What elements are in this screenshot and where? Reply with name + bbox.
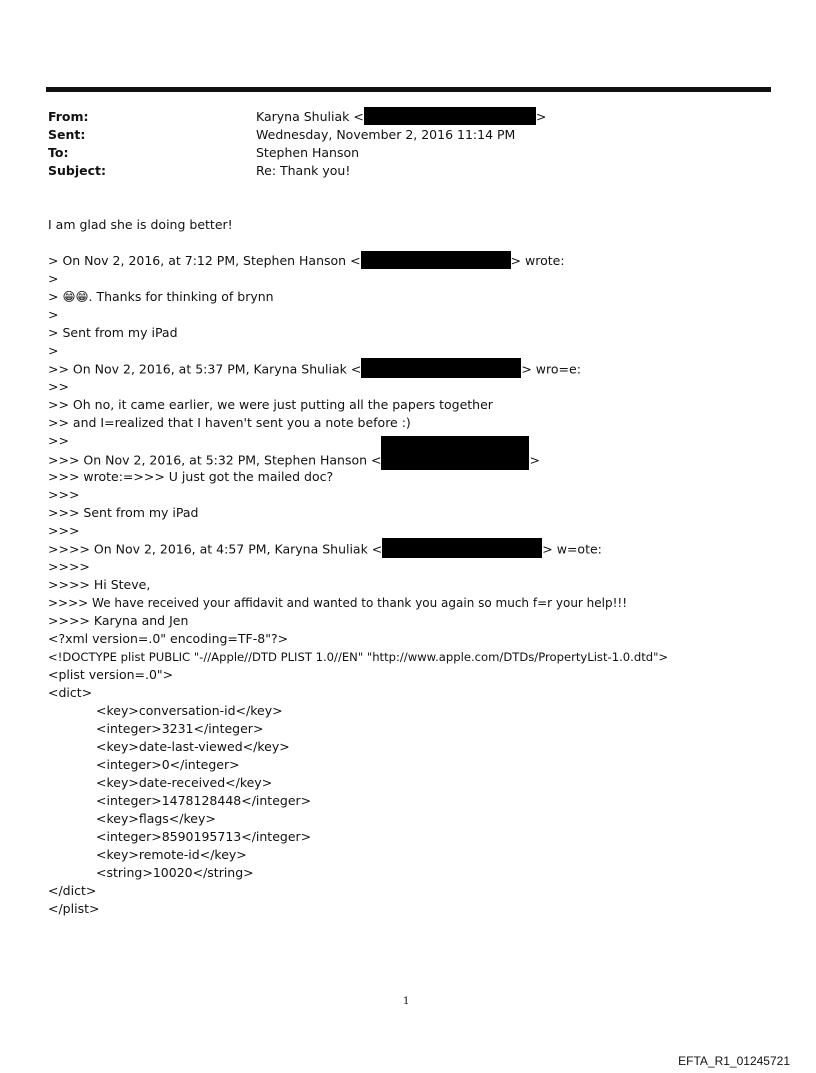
quote-line: >> bbox=[48, 433, 69, 448]
header-rule bbox=[46, 87, 771, 92]
quote-text: > bbox=[529, 452, 540, 468]
quote-text: > wrote: bbox=[510, 253, 565, 268]
from-name: Karyna Shuliak < bbox=[256, 109, 364, 124]
plist-line: <?xml version=.0" encoding=TF-8"?> bbox=[48, 631, 289, 646]
quote-line: >> Oh no, it came earlier, we were just putting all the papers together bbox=[48, 397, 493, 412]
redaction-box bbox=[361, 358, 521, 378]
plist-line: </plist> bbox=[48, 901, 100, 916]
quote-line: > bbox=[48, 343, 59, 358]
subject-label: Subject: bbox=[48, 163, 106, 178]
quote-line: > bbox=[48, 307, 59, 322]
plist-line: <integer>3231</integer> bbox=[96, 721, 264, 736]
to-label: To: bbox=[48, 145, 69, 160]
plist-line: </dict> bbox=[48, 883, 97, 898]
plist-line: <integer>0</integer> bbox=[96, 757, 240, 772]
plist-line: <string>10020</string> bbox=[96, 865, 254, 880]
quote-text: >> On Nov 2, 2016, at 5:37 PM, Karyna Shuliak < bbox=[48, 361, 362, 377]
quote-text: > wro=e: bbox=[521, 361, 581, 377]
quote-line: >>> wrote:=>>> U just got the mailed doc? bbox=[48, 469, 334, 484]
quote-text: > w=ote: bbox=[542, 541, 602, 557]
plist-line: <key>remote-id</key> bbox=[96, 847, 247, 862]
from-value bbox=[256, 109, 546, 125]
plist-line: <!DOCTYPE plist PUBLIC "-//Apple//DTD PLIST 1.0//EN" "http://www.apple.com/DTDs/PropertyList-1.0.dtd"> bbox=[48, 650, 669, 664]
body-intro: I am glad she is doing better! bbox=[48, 217, 233, 232]
quote-line: >> bbox=[48, 379, 69, 394]
quote-text: >>>> On Nov 2, 2016, at 4:57 PM, Karyna Shuliak < bbox=[48, 541, 383, 557]
quote-text: >>> On Nov 2, 2016, at 5:32 PM, Stephen Hanson < bbox=[48, 452, 382, 468]
to-value: Stephen Hanson bbox=[256, 145, 360, 160]
from-label: From: bbox=[48, 109, 89, 124]
redaction-box bbox=[381, 436, 529, 470]
plist-line: <key>flags</key> bbox=[96, 811, 216, 826]
quote-line: >> and I=realized that I haven't sent you a note before :) bbox=[48, 415, 411, 430]
plist-line: <key>date-received</key> bbox=[96, 775, 273, 790]
redaction-box bbox=[382, 538, 542, 558]
redaction-box bbox=[364, 107, 536, 125]
quote-line: >>>> Hi Steve, bbox=[48, 577, 151, 592]
from-tail: > bbox=[535, 109, 547, 124]
quote-line: > bbox=[48, 271, 59, 286]
quote-line: >>>> bbox=[48, 559, 90, 574]
quote-line: >>>> We have received your affidavit and wanted to thank you again so much f=r your help!!! bbox=[48, 596, 628, 610]
quote-line bbox=[48, 452, 540, 470]
quote-text: > On Nov 2, 2016, at 7:12 PM, Stephen Hanson < bbox=[48, 253, 361, 268]
quote-line: > Sent from my iPad bbox=[48, 325, 178, 340]
bates-number: EFTA_R1_01245721 bbox=[678, 1054, 790, 1068]
quote-line bbox=[48, 362, 581, 378]
quote-line: >>> bbox=[48, 487, 80, 502]
redaction-box bbox=[361, 251, 511, 269]
subject-value: Re: Thank you! bbox=[256, 163, 351, 178]
plist-line: <key>date-last-viewed</key> bbox=[96, 739, 290, 754]
sent-value: Wednesday, November 2, 2016 11:14 PM bbox=[256, 127, 516, 142]
plist-line: <plist version=.0"> bbox=[48, 667, 174, 682]
page-number: 1 bbox=[403, 996, 410, 1007]
quote-line bbox=[48, 542, 602, 558]
quote-line: > 😁😁. Thanks for thinking of brynn bbox=[48, 289, 274, 304]
plist-line: <integer>8590195713</integer> bbox=[96, 829, 312, 844]
plist-line: <key>conversation-id</key> bbox=[96, 703, 283, 718]
quote-line: >>> bbox=[48, 523, 80, 538]
plist-line: <dict> bbox=[48, 685, 93, 700]
quote-line: >>> Sent from my iPad bbox=[48, 505, 199, 520]
plist-line: <integer>1478128448</integer> bbox=[96, 793, 312, 808]
quote-line: >>>> Karyna and Jen bbox=[48, 613, 189, 628]
sent-label: Sent: bbox=[48, 127, 86, 142]
quote-line bbox=[48, 254, 565, 269]
